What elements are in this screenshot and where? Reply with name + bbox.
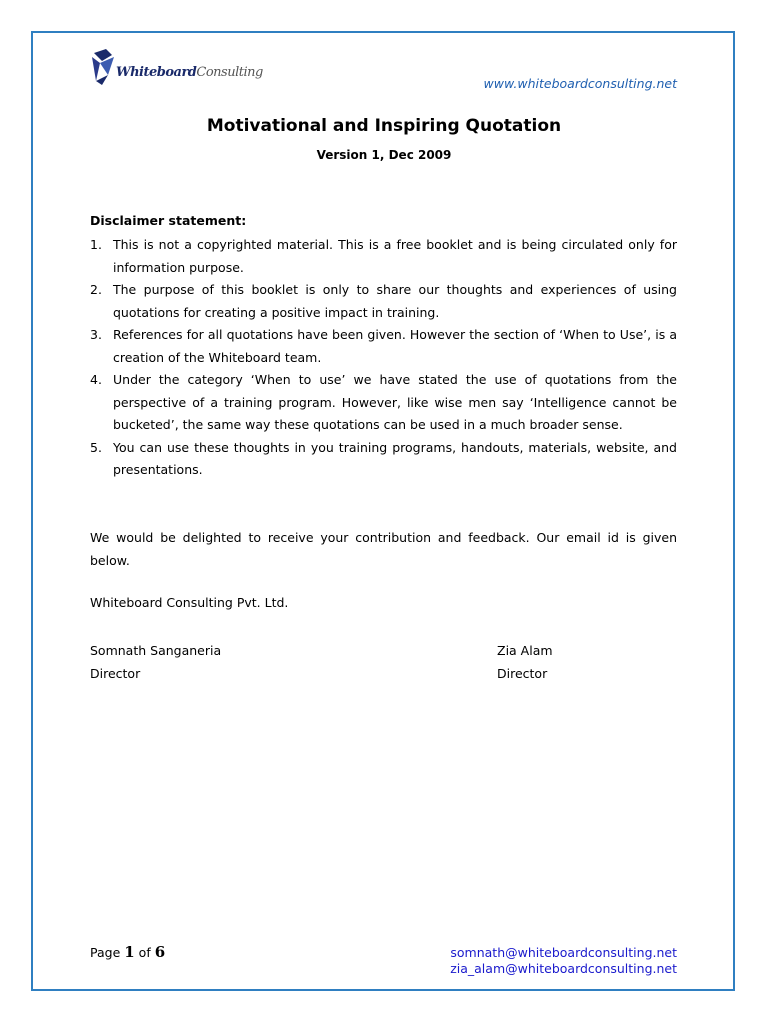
page-border (31, 31, 735, 991)
document-title: Motivational and Inspiring Quotation (206, 116, 562, 136)
disclaimer-list (90, 234, 677, 482)
list-item: 2. The purpose of this booklet is only to share our thoughts and experiences of using quotations for creating a positive impact in training. (90, 282, 677, 320)
signatory-name: Somnath Sanganeria (90, 643, 222, 658)
signatory-right (497, 640, 553, 685)
list-item: 3. References for all quotations have been given. However the section of ‘When to Use’, is a creation of the Whiteboard team. (90, 327, 677, 365)
footer-emails (450, 945, 677, 977)
version-line: Version 1, Dec 2009 (316, 148, 452, 162)
list-item: 5. You can use these thoughts in you training programs, handouts, materials, website, and presentations. (90, 439, 677, 477)
signatory-role: Director (497, 665, 548, 681)
list-item: 1. This is not a copyrighted material. This is a free booklet and is being circulated only for information purpose. (90, 237, 677, 275)
email-link[interactable]: zia_alam@whiteboardconsulting.net (450, 961, 677, 976)
email-link[interactable]: somnath@whiteboardconsulting.net (450, 945, 677, 960)
signatory-role: Director (90, 665, 141, 681)
website-link[interactable]: www.whiteboardconsulting.net (483, 76, 677, 91)
signatory-name: Zia Alam (497, 643, 553, 658)
list-item: 4. Under the category ‘When to use’ we have stated the use of quotations from the perspective of a training program. However, like wise men say ‘Intelligence cannot be bucketed’, the same way these quotations can be used in a much broader sense. (90, 372, 677, 432)
page-number: Page 1 of 6 (90, 943, 166, 961)
company-name: Whiteboard Consulting Pvt. Ltd. (90, 595, 289, 610)
logo-text: WhiteboardConsulting (116, 65, 263, 80)
feedback-paragraph: We would be delighted to receive your contribution and feedback. Our email id is given below. (90, 530, 677, 568)
company-logo (90, 47, 263, 91)
signatory-left (90, 640, 221, 685)
disclaimer-heading: Disclaimer statement: (90, 213, 247, 228)
